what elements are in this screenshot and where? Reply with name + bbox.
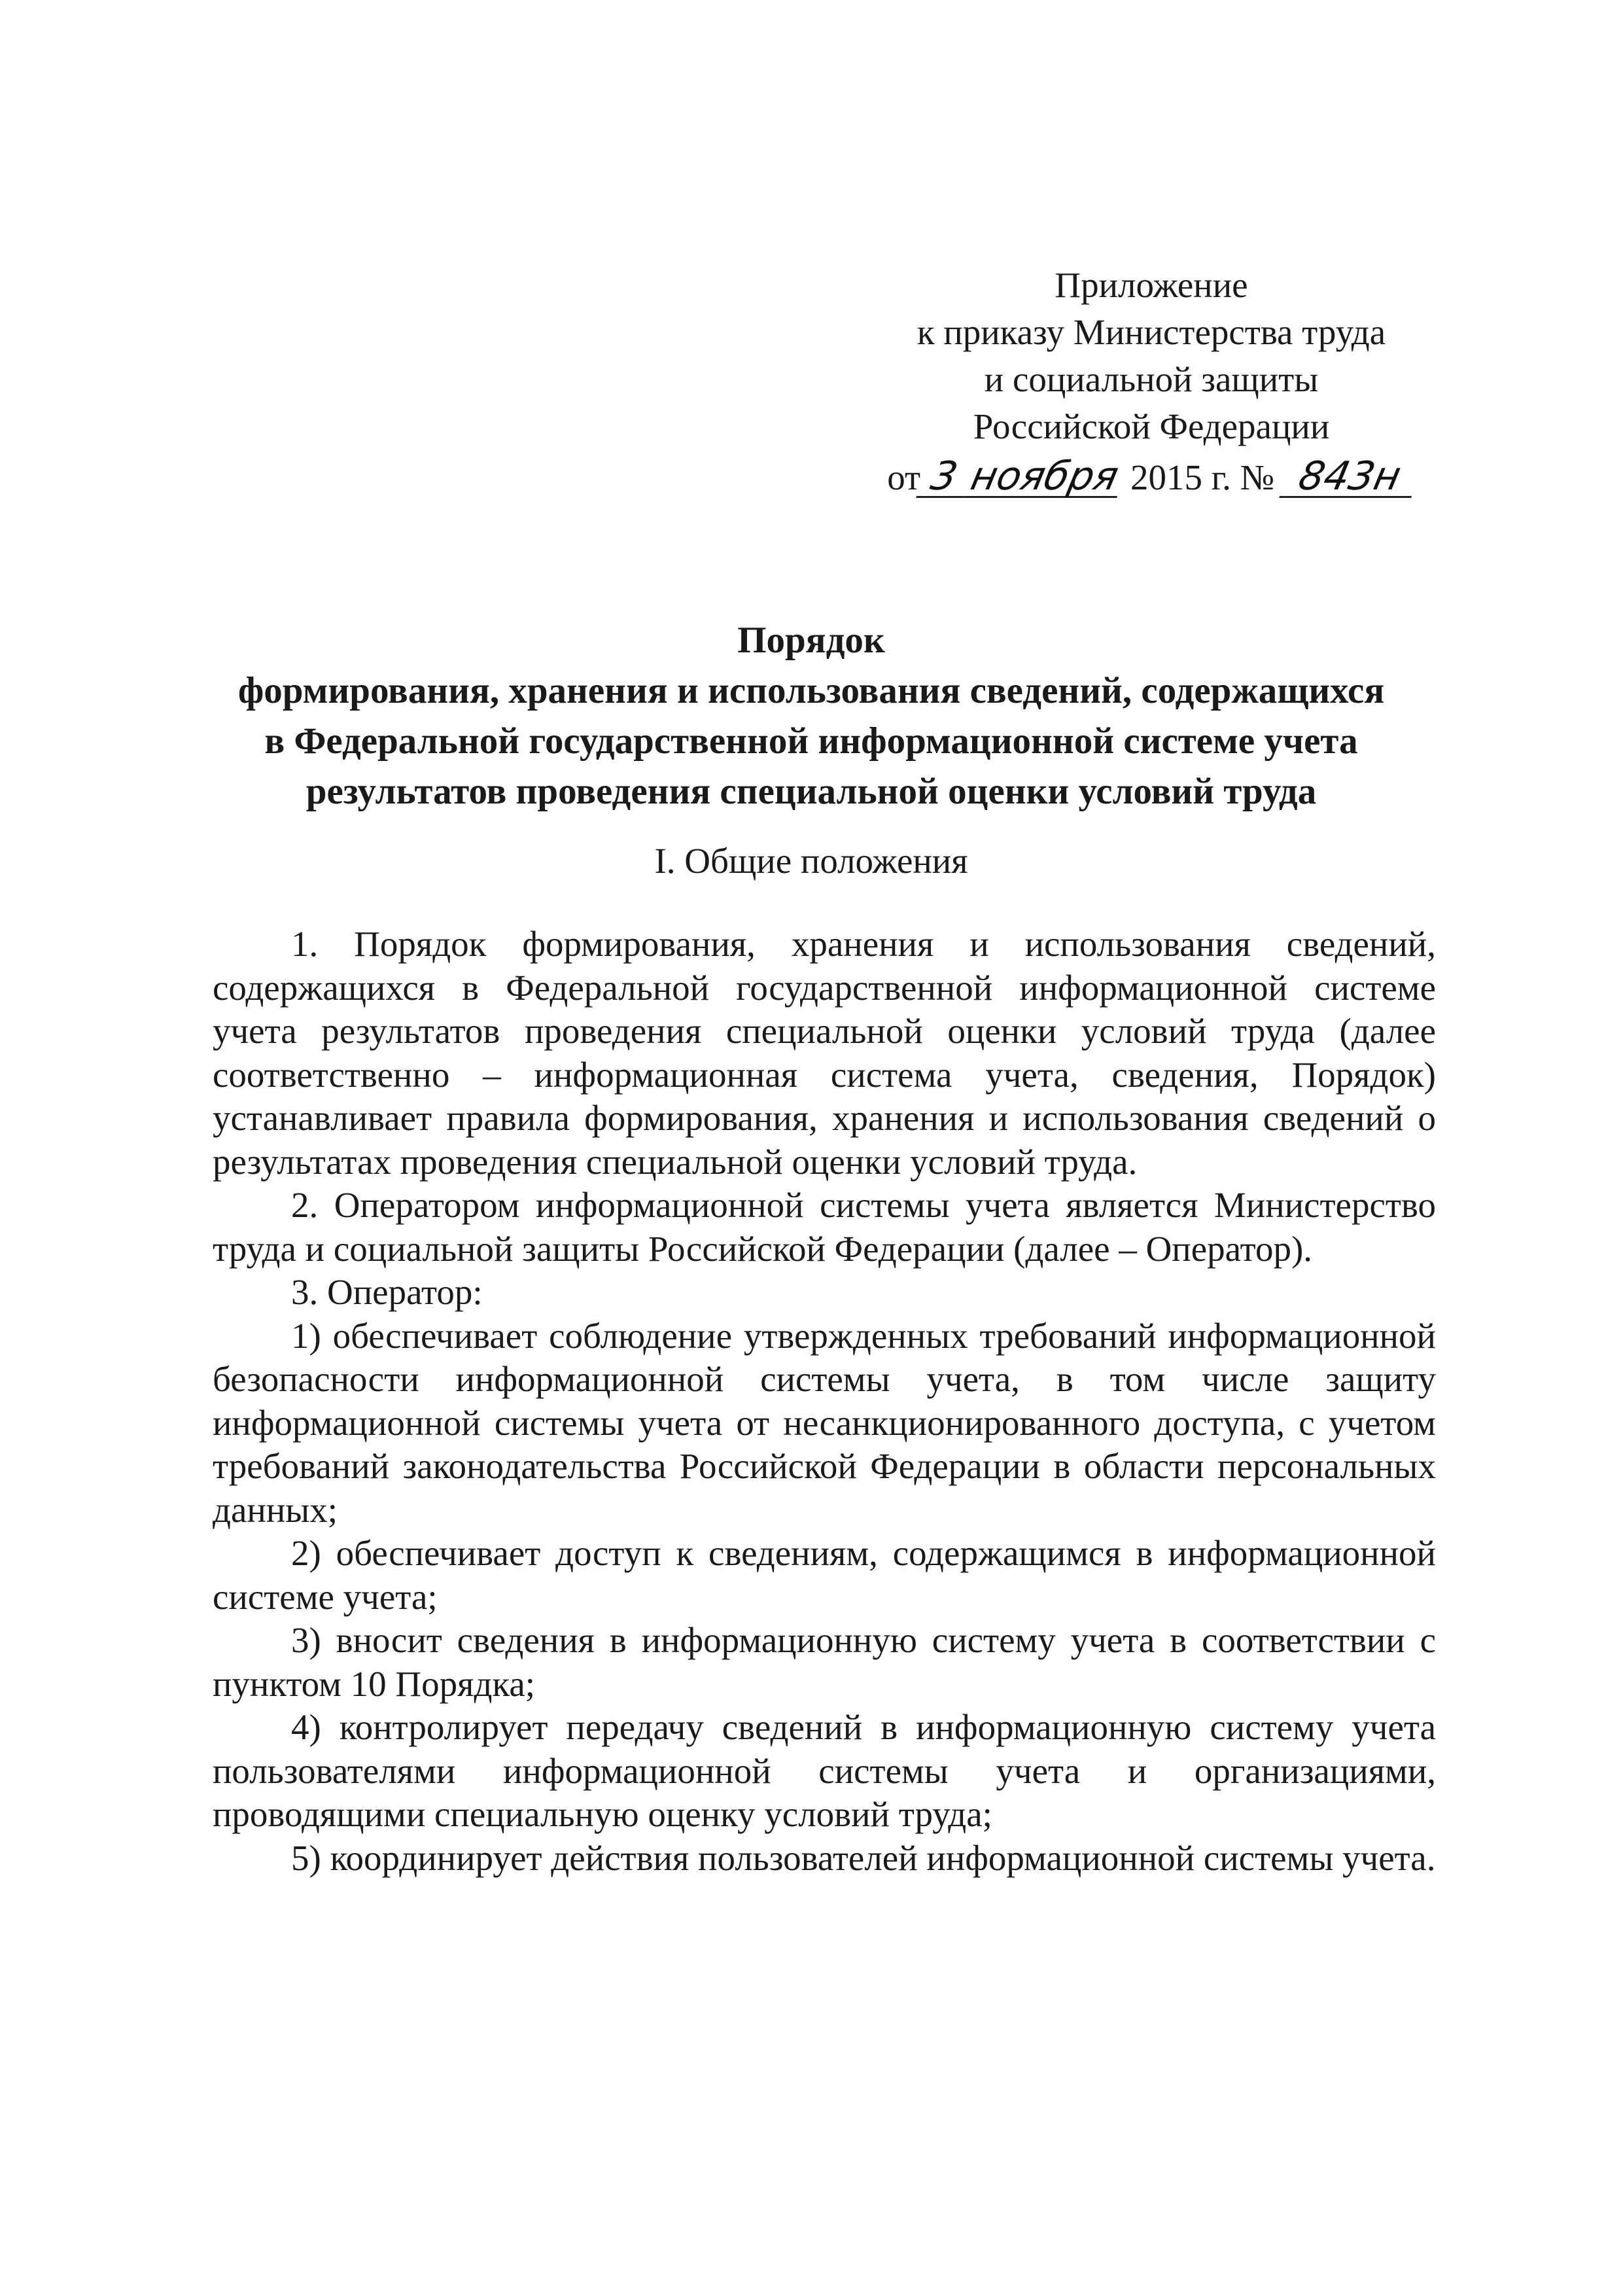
title-line-4: результатов проведения специальной оценки условий труда bbox=[305, 771, 1317, 812]
paragraph-3-item-3: 3) вносит сведения в информационную систему учета в соответствии с пунктом 10 Порядка; bbox=[213, 1620, 1436, 1704]
title-line-2: формирования, хранения и использования сведений, содержащихся bbox=[237, 670, 1385, 711]
appendix-label: Приложение bbox=[1055, 265, 1248, 305]
appendix-country: Российской Федерации bbox=[973, 406, 1330, 446]
appendix-block bbox=[870, 262, 1433, 501]
appendix-order-ref: к приказу Министерства труда bbox=[916, 312, 1386, 352]
paragraph-2: 2. Оператором информационной системы учета является Министерство труда и социальной защиты Российской Федерации (далее – Оператор). bbox=[213, 1185, 1436, 1269]
handwritten-order-number: 843н bbox=[1279, 457, 1420, 498]
paragraph-3-item-1: 1) обеспечивает соблюдение утвержденных требований информационной безопасности информационной системы учета, в том числе защиту информационной системы учета от несанкционированного доступа, с учетом требований законодательства Российской Федерации в области персональных данных; bbox=[213, 1315, 1436, 1530]
title-line-1: Порядок bbox=[737, 620, 885, 661]
document-title bbox=[183, 615, 1439, 817]
paragraph-3-item-5: 5) координирует действия пользователей информационной системы учета. bbox=[291, 1837, 1436, 1878]
date-year: 2015 г. № bbox=[1130, 457, 1275, 497]
paragraph-3: 3. Оператор: bbox=[291, 1272, 483, 1312]
handwritten-day: 3 bbox=[916, 457, 971, 498]
appendix-ministry: и социальной защиты bbox=[984, 359, 1319, 399]
paragraph-3-item-2: 2) обеспечивает доступ к сведениям, содержащимся в информационной системе учета; bbox=[213, 1533, 1436, 1617]
date-prefix: от bbox=[887, 457, 920, 497]
title-line-3: в Федеральной государственной информационной системе учета bbox=[264, 720, 1358, 762]
paragraph-3-item-4: 4) контролирует передачу сведений в информационную систему учета пользователями информационной системы учета и организациями, проводящими специальную оценку условий труда; bbox=[213, 1707, 1436, 1834]
section-heading: I. Общие положения bbox=[654, 841, 968, 881]
handwritten-month: ноября bbox=[963, 457, 1126, 498]
document-body bbox=[213, 923, 1436, 1880]
paragraph-1: 1. Порядок формирования, хранения и использования сведений, содержащихся в Федеральной государственной информационной системе учета результатов проведения специальной оценки условий труда (далее соответственно – информационная система учета, сведения, Порядок) устанавливает правила формирования, хранения и использования сведений о результатах проведения специальной оценки условий труда. bbox=[213, 924, 1436, 1182]
appendix-date-line bbox=[870, 454, 1433, 501]
